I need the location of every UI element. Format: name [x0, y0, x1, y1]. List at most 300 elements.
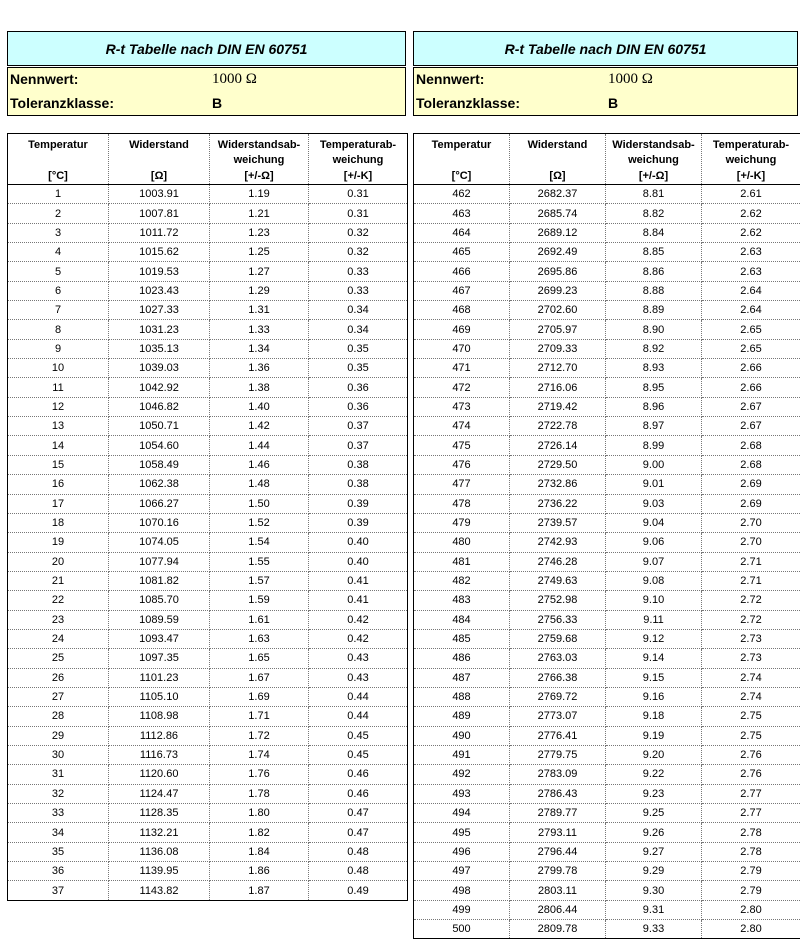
- table-row: [414, 842, 800, 861]
- table-cell: 2682.37: [510, 185, 606, 204]
- table-cell: 2742.93: [510, 533, 606, 552]
- table-cell: 9.12: [606, 629, 702, 648]
- table-cell: 498: [414, 881, 510, 900]
- table-cell: 9.00: [606, 455, 702, 474]
- left-header-unit: [+/-K]: [309, 169, 407, 184]
- table-cell: 2.66: [702, 378, 800, 397]
- table-cell: 27: [8, 687, 109, 706]
- table-cell: 1077.94: [109, 552, 210, 571]
- table-cell: 2: [8, 204, 109, 223]
- table-cell: 2.67: [702, 397, 800, 416]
- table-cell: 476: [414, 455, 510, 474]
- table-cell: 9.26: [606, 823, 702, 842]
- table-cell: 470: [414, 339, 510, 358]
- table-cell: 479: [414, 513, 510, 532]
- table-cell: 2689.12: [510, 223, 606, 242]
- table-cell: 497: [414, 862, 510, 881]
- left-nominal-row: [8, 68, 405, 92]
- table-row: [8, 629, 408, 648]
- table-cell: 2806.44: [510, 900, 606, 919]
- table-cell: 471: [414, 359, 510, 378]
- table-cell: 0.42: [309, 610, 408, 629]
- table-cell: 0.32: [309, 223, 408, 242]
- table-row: [8, 842, 408, 861]
- left-header-cell: [210, 134, 309, 185]
- table-row: [414, 494, 800, 513]
- table-cell: 0.37: [309, 436, 408, 455]
- table-cell: 463: [414, 204, 510, 223]
- left-table-body: [8, 185, 408, 901]
- table-cell: 4: [8, 243, 109, 262]
- table-cell: 2.73: [702, 629, 800, 648]
- table-cell: 2699.23: [510, 281, 606, 300]
- table-cell: 1120.60: [109, 765, 210, 784]
- left-header-name: Temperaturab- weichung: [309, 138, 407, 168]
- table-cell: 0.37: [309, 417, 408, 436]
- table-row: [414, 649, 800, 668]
- table-cell: 485: [414, 629, 510, 648]
- table-cell: 0.32: [309, 243, 408, 262]
- table-cell: 1.76: [210, 765, 309, 784]
- table-cell: 1.63: [210, 629, 309, 648]
- table-cell: 496: [414, 842, 510, 861]
- table-cell: 2716.06: [510, 378, 606, 397]
- table-cell: 484: [414, 610, 510, 629]
- table-row: [414, 397, 800, 416]
- table-cell: 16: [8, 475, 109, 494]
- table-cell: 3: [8, 223, 109, 242]
- table-cell: 9.22: [606, 765, 702, 784]
- table-cell: 1093.47: [109, 629, 210, 648]
- table-cell: 0.41: [309, 591, 408, 610]
- table-cell: 0.48: [309, 862, 408, 881]
- table-cell: 1.23: [210, 223, 309, 242]
- table-cell: 8.89: [606, 301, 702, 320]
- table-cell: 2685.74: [510, 204, 606, 223]
- table-cell: 1.44: [210, 436, 309, 455]
- table-cell: 0.49: [309, 881, 408, 900]
- table-row: [8, 475, 408, 494]
- table-row: [8, 301, 408, 320]
- table-row: [8, 591, 408, 610]
- table-cell: 1.48: [210, 475, 309, 494]
- right-header-name: Temperaturab- weichung: [702, 138, 800, 168]
- table-cell: 1.46: [210, 455, 309, 474]
- table-cell: 492: [414, 765, 510, 784]
- table-cell: 0.44: [309, 707, 408, 726]
- table-cell: 0.39: [309, 513, 408, 532]
- table-cell: 2692.49: [510, 243, 606, 262]
- right-nominal-label: Nennwert:: [416, 71, 484, 87]
- table-cell: 1101.23: [109, 668, 210, 687]
- table-cell: 1074.05: [109, 533, 210, 552]
- table-cell: 0.34: [309, 301, 408, 320]
- table-cell: 1.31: [210, 301, 309, 320]
- table-cell: 2.79: [702, 862, 800, 881]
- left-class-value: B: [212, 95, 222, 111]
- table-cell: 2.71: [702, 571, 800, 590]
- table-cell: 2776.41: [510, 726, 606, 745]
- table-row: [414, 900, 800, 919]
- table-cell: 1054.60: [109, 436, 210, 455]
- table-cell: 2709.33: [510, 339, 606, 358]
- table-cell: 8.85: [606, 243, 702, 262]
- table-cell: 1046.82: [109, 397, 210, 416]
- table-row: [8, 359, 408, 378]
- table-cell: 2789.77: [510, 804, 606, 823]
- table-cell: 2.75: [702, 707, 800, 726]
- table-cell: 9.04: [606, 513, 702, 532]
- table-cell: 23: [8, 610, 109, 629]
- table-cell: 9.25: [606, 804, 702, 823]
- table-cell: 2.65: [702, 320, 800, 339]
- table-cell: 2799.78: [510, 862, 606, 881]
- table-cell: 487: [414, 668, 510, 687]
- table-row: [8, 687, 408, 706]
- right-title-box: [413, 31, 798, 66]
- table-row: [414, 339, 800, 358]
- table-cell: 500: [414, 920, 510, 939]
- table-cell: 25: [8, 649, 109, 668]
- table-cell: 2763.03: [510, 649, 606, 668]
- table-row: [414, 610, 800, 629]
- table-cell: 8.93: [606, 359, 702, 378]
- table-cell: 480: [414, 533, 510, 552]
- table-row: [8, 765, 408, 784]
- table-cell: 2749.63: [510, 571, 606, 590]
- table-cell: 1070.16: [109, 513, 210, 532]
- table-cell: 33: [8, 804, 109, 823]
- table-cell: 1.87: [210, 881, 309, 900]
- table-cell: 0.31: [309, 185, 408, 204]
- table-row: [8, 784, 408, 803]
- table-cell: 2.80: [702, 900, 800, 919]
- table-cell: 1124.47: [109, 784, 210, 803]
- table-cell: 475: [414, 436, 510, 455]
- table-cell: 20: [8, 552, 109, 571]
- table-cell: 34: [8, 823, 109, 842]
- table-row: [414, 765, 800, 784]
- table-cell: 9: [8, 339, 109, 358]
- table-row: [8, 494, 408, 513]
- table-cell: 2796.44: [510, 842, 606, 861]
- right-header-name: Temperatur: [414, 138, 509, 153]
- table-row: [414, 359, 800, 378]
- right-class-row: [414, 92, 797, 116]
- table-cell: 0.35: [309, 339, 408, 358]
- table-cell: 1105.10: [109, 687, 210, 706]
- right-header-cell: [702, 134, 800, 185]
- table-cell: 29: [8, 726, 109, 745]
- table-cell: 2.76: [702, 765, 800, 784]
- table-cell: 0.43: [309, 649, 408, 668]
- table-cell: 6: [8, 281, 109, 300]
- table-row: [414, 417, 800, 436]
- table-cell: 1050.71: [109, 417, 210, 436]
- table-cell: 1.72: [210, 726, 309, 745]
- table-cell: 2.68: [702, 455, 800, 474]
- right-header-cell: [510, 134, 606, 185]
- table-cell: 9.14: [606, 649, 702, 668]
- table-cell: 0.38: [309, 475, 408, 494]
- table-cell: 2769.72: [510, 687, 606, 706]
- table-cell: 1066.27: [109, 494, 210, 513]
- table-row: [8, 862, 408, 881]
- table-cell: 1.19: [210, 185, 309, 204]
- left-header-row: [8, 134, 408, 185]
- table-cell: 2.66: [702, 359, 800, 378]
- table-cell: 24: [8, 629, 109, 648]
- table-cell: 1.33: [210, 320, 309, 339]
- table-row: [8, 552, 408, 571]
- table-cell: 495: [414, 823, 510, 842]
- table-cell: 9.27: [606, 842, 702, 861]
- table-cell: 474: [414, 417, 510, 436]
- table-cell: 0.46: [309, 765, 408, 784]
- right-nominal-value: 1000 Ω: [608, 71, 653, 88]
- table-cell: 1.59: [210, 591, 309, 610]
- left-header-cell: [309, 134, 408, 185]
- right-info-box: [413, 67, 798, 116]
- table-row: [414, 571, 800, 590]
- table-cell: 2702.60: [510, 301, 606, 320]
- table-cell: 2712.70: [510, 359, 606, 378]
- table-cell: 9.08: [606, 571, 702, 590]
- table-cell: 0.38: [309, 455, 408, 474]
- table-row: [414, 591, 800, 610]
- table-row: [414, 513, 800, 532]
- left-nominal-label: Nennwert:: [10, 71, 78, 87]
- table-cell: 2.71: [702, 552, 800, 571]
- table-cell: 8: [8, 320, 109, 339]
- table-cell: 32: [8, 784, 109, 803]
- table-row: [414, 320, 800, 339]
- table-cell: 481: [414, 552, 510, 571]
- table-cell: 1089.59: [109, 610, 210, 629]
- table-cell: 2.79: [702, 881, 800, 900]
- right-header-unit: [°C]: [414, 169, 509, 184]
- right-header-cell: [414, 134, 510, 185]
- table-row: [414, 436, 800, 455]
- table-cell: 0.40: [309, 552, 408, 571]
- left-header-unit: [Ω]: [109, 169, 209, 184]
- table-cell: 1023.43: [109, 281, 210, 300]
- table-row: [8, 804, 408, 823]
- table-cell: 2729.50: [510, 455, 606, 474]
- table-cell: 2.78: [702, 823, 800, 842]
- table-cell: 2766.38: [510, 668, 606, 687]
- table-cell: 1085.70: [109, 591, 210, 610]
- table-cell: 9.31: [606, 900, 702, 919]
- table-cell: 1.74: [210, 745, 309, 764]
- table-row: [8, 281, 408, 300]
- left-header-unit: [°C]: [8, 169, 108, 184]
- table-cell: 0.41: [309, 571, 408, 590]
- table-cell: 2.80: [702, 920, 800, 939]
- table-cell: 2793.11: [510, 823, 606, 842]
- left-rt-table: [7, 133, 408, 901]
- table-row: [8, 745, 408, 764]
- table-cell: 483: [414, 591, 510, 610]
- left-class-label: Toleranzklasse:: [10, 95, 114, 111]
- table-cell: 1.25: [210, 243, 309, 262]
- table-cell: 0.33: [309, 281, 408, 300]
- table-row: [8, 881, 408, 900]
- right-class-value: B: [608, 95, 618, 111]
- table-cell: 7: [8, 301, 109, 320]
- table-row: [414, 920, 800, 939]
- table-cell: 1.67: [210, 668, 309, 687]
- table-row: [414, 223, 800, 242]
- table-cell: 8.81: [606, 185, 702, 204]
- table-cell: 1108.98: [109, 707, 210, 726]
- table-row: [414, 687, 800, 706]
- left-header-cell: [8, 134, 109, 185]
- table-row: [8, 243, 408, 262]
- table-cell: 9.10: [606, 591, 702, 610]
- table-cell: 21: [8, 571, 109, 590]
- table-cell: 1.55: [210, 552, 309, 571]
- table-row: [8, 320, 408, 339]
- table-row: [8, 436, 408, 455]
- table-cell: 2.72: [702, 610, 800, 629]
- table-cell: 8.90: [606, 320, 702, 339]
- table-cell: 1062.38: [109, 475, 210, 494]
- table-cell: 1132.21: [109, 823, 210, 842]
- table-row: [8, 823, 408, 842]
- left-title: R-t Tabelle nach DIN EN 60751: [106, 41, 308, 57]
- table-cell: 1139.95: [109, 862, 210, 881]
- table-row: [414, 745, 800, 764]
- table-cell: 0.34: [309, 320, 408, 339]
- table-cell: 1042.92: [109, 378, 210, 397]
- table-cell: 2.74: [702, 687, 800, 706]
- table-cell: 1.82: [210, 823, 309, 842]
- table-row: [8, 571, 408, 590]
- table-cell: 1.40: [210, 397, 309, 416]
- table-cell: 1039.03: [109, 359, 210, 378]
- table-cell: 1.80: [210, 804, 309, 823]
- table-cell: 2756.33: [510, 610, 606, 629]
- table-cell: 2.67: [702, 417, 800, 436]
- table-cell: 2.77: [702, 784, 800, 803]
- table-row: [8, 668, 408, 687]
- table-cell: 0.31: [309, 204, 408, 223]
- right-header-unit: [Ω]: [510, 169, 605, 184]
- table-row: [8, 204, 408, 223]
- table-row: [414, 707, 800, 726]
- table-cell: 0.36: [309, 378, 408, 397]
- table-cell: 2.73: [702, 649, 800, 668]
- table-cell: 2722.78: [510, 417, 606, 436]
- table-cell: 477: [414, 475, 510, 494]
- table-cell: 0.33: [309, 262, 408, 281]
- table-cell: 1.38: [210, 378, 309, 397]
- table-cell: 8.92: [606, 339, 702, 358]
- table-cell: 462: [414, 185, 510, 204]
- table-cell: 2779.75: [510, 745, 606, 764]
- table-cell: 31: [8, 765, 109, 784]
- table-cell: 494: [414, 804, 510, 823]
- table-cell: 8.86: [606, 262, 702, 281]
- table-cell: 0.44: [309, 687, 408, 706]
- table-cell: 464: [414, 223, 510, 242]
- table-cell: 1.57: [210, 571, 309, 590]
- table-row: [414, 881, 800, 900]
- left-header-unit: [+/-Ω]: [210, 169, 308, 184]
- table-cell: 14: [8, 436, 109, 455]
- table-cell: 0.47: [309, 804, 408, 823]
- table-cell: 1143.82: [109, 881, 210, 900]
- table-cell: 9.06: [606, 533, 702, 552]
- table-row: [414, 243, 800, 262]
- table-cell: 2.61: [702, 185, 800, 204]
- table-cell: 19: [8, 533, 109, 552]
- table-row: [414, 823, 800, 842]
- table-cell: 1007.81: [109, 204, 210, 223]
- table-row: [414, 804, 800, 823]
- table-cell: 466: [414, 262, 510, 281]
- right-nominal-row: [414, 68, 797, 92]
- table-cell: 0.36: [309, 397, 408, 416]
- table-cell: 8.97: [606, 417, 702, 436]
- right-class-label: Toleranzklasse:: [416, 95, 520, 111]
- table-row: [8, 455, 408, 474]
- table-cell: 1.86: [210, 862, 309, 881]
- table-cell: 489: [414, 707, 510, 726]
- table-cell: 2.65: [702, 339, 800, 358]
- table-cell: 1.61: [210, 610, 309, 629]
- table-cell: 1: [8, 185, 109, 204]
- table-cell: 2732.86: [510, 475, 606, 494]
- table-cell: 468: [414, 301, 510, 320]
- table-cell: 36: [8, 862, 109, 881]
- table-row: [8, 610, 408, 629]
- table-row: [414, 726, 800, 745]
- table-row: [8, 223, 408, 242]
- table-cell: 2786.43: [510, 784, 606, 803]
- table-cell: 2.75: [702, 726, 800, 745]
- table-cell: 1003.91: [109, 185, 210, 204]
- table-cell: 0.43: [309, 668, 408, 687]
- right-header-name: Widerstand: [510, 138, 605, 153]
- table-cell: 2.72: [702, 591, 800, 610]
- table-cell: 9.11: [606, 610, 702, 629]
- table-cell: 472: [414, 378, 510, 397]
- table-cell: 17: [8, 494, 109, 513]
- left-header-cell: [109, 134, 210, 185]
- table-cell: 1.71: [210, 707, 309, 726]
- right-header-cell: [606, 134, 702, 185]
- table-row: [414, 552, 800, 571]
- table-row: [414, 281, 800, 300]
- table-cell: 2739.57: [510, 513, 606, 532]
- table-cell: 2.70: [702, 533, 800, 552]
- table-cell: 2783.09: [510, 765, 606, 784]
- table-cell: 1.54: [210, 533, 309, 552]
- table-cell: 2759.68: [510, 629, 606, 648]
- table-cell: 2809.78: [510, 920, 606, 939]
- table-row: [414, 475, 800, 494]
- table-row: [8, 726, 408, 745]
- table-cell: 2.63: [702, 262, 800, 281]
- table-row: [414, 533, 800, 552]
- table-cell: 1.65: [210, 649, 309, 668]
- table-cell: 2.69: [702, 475, 800, 494]
- table-cell: 1035.13: [109, 339, 210, 358]
- table-cell: 26: [8, 668, 109, 687]
- table-row: [8, 707, 408, 726]
